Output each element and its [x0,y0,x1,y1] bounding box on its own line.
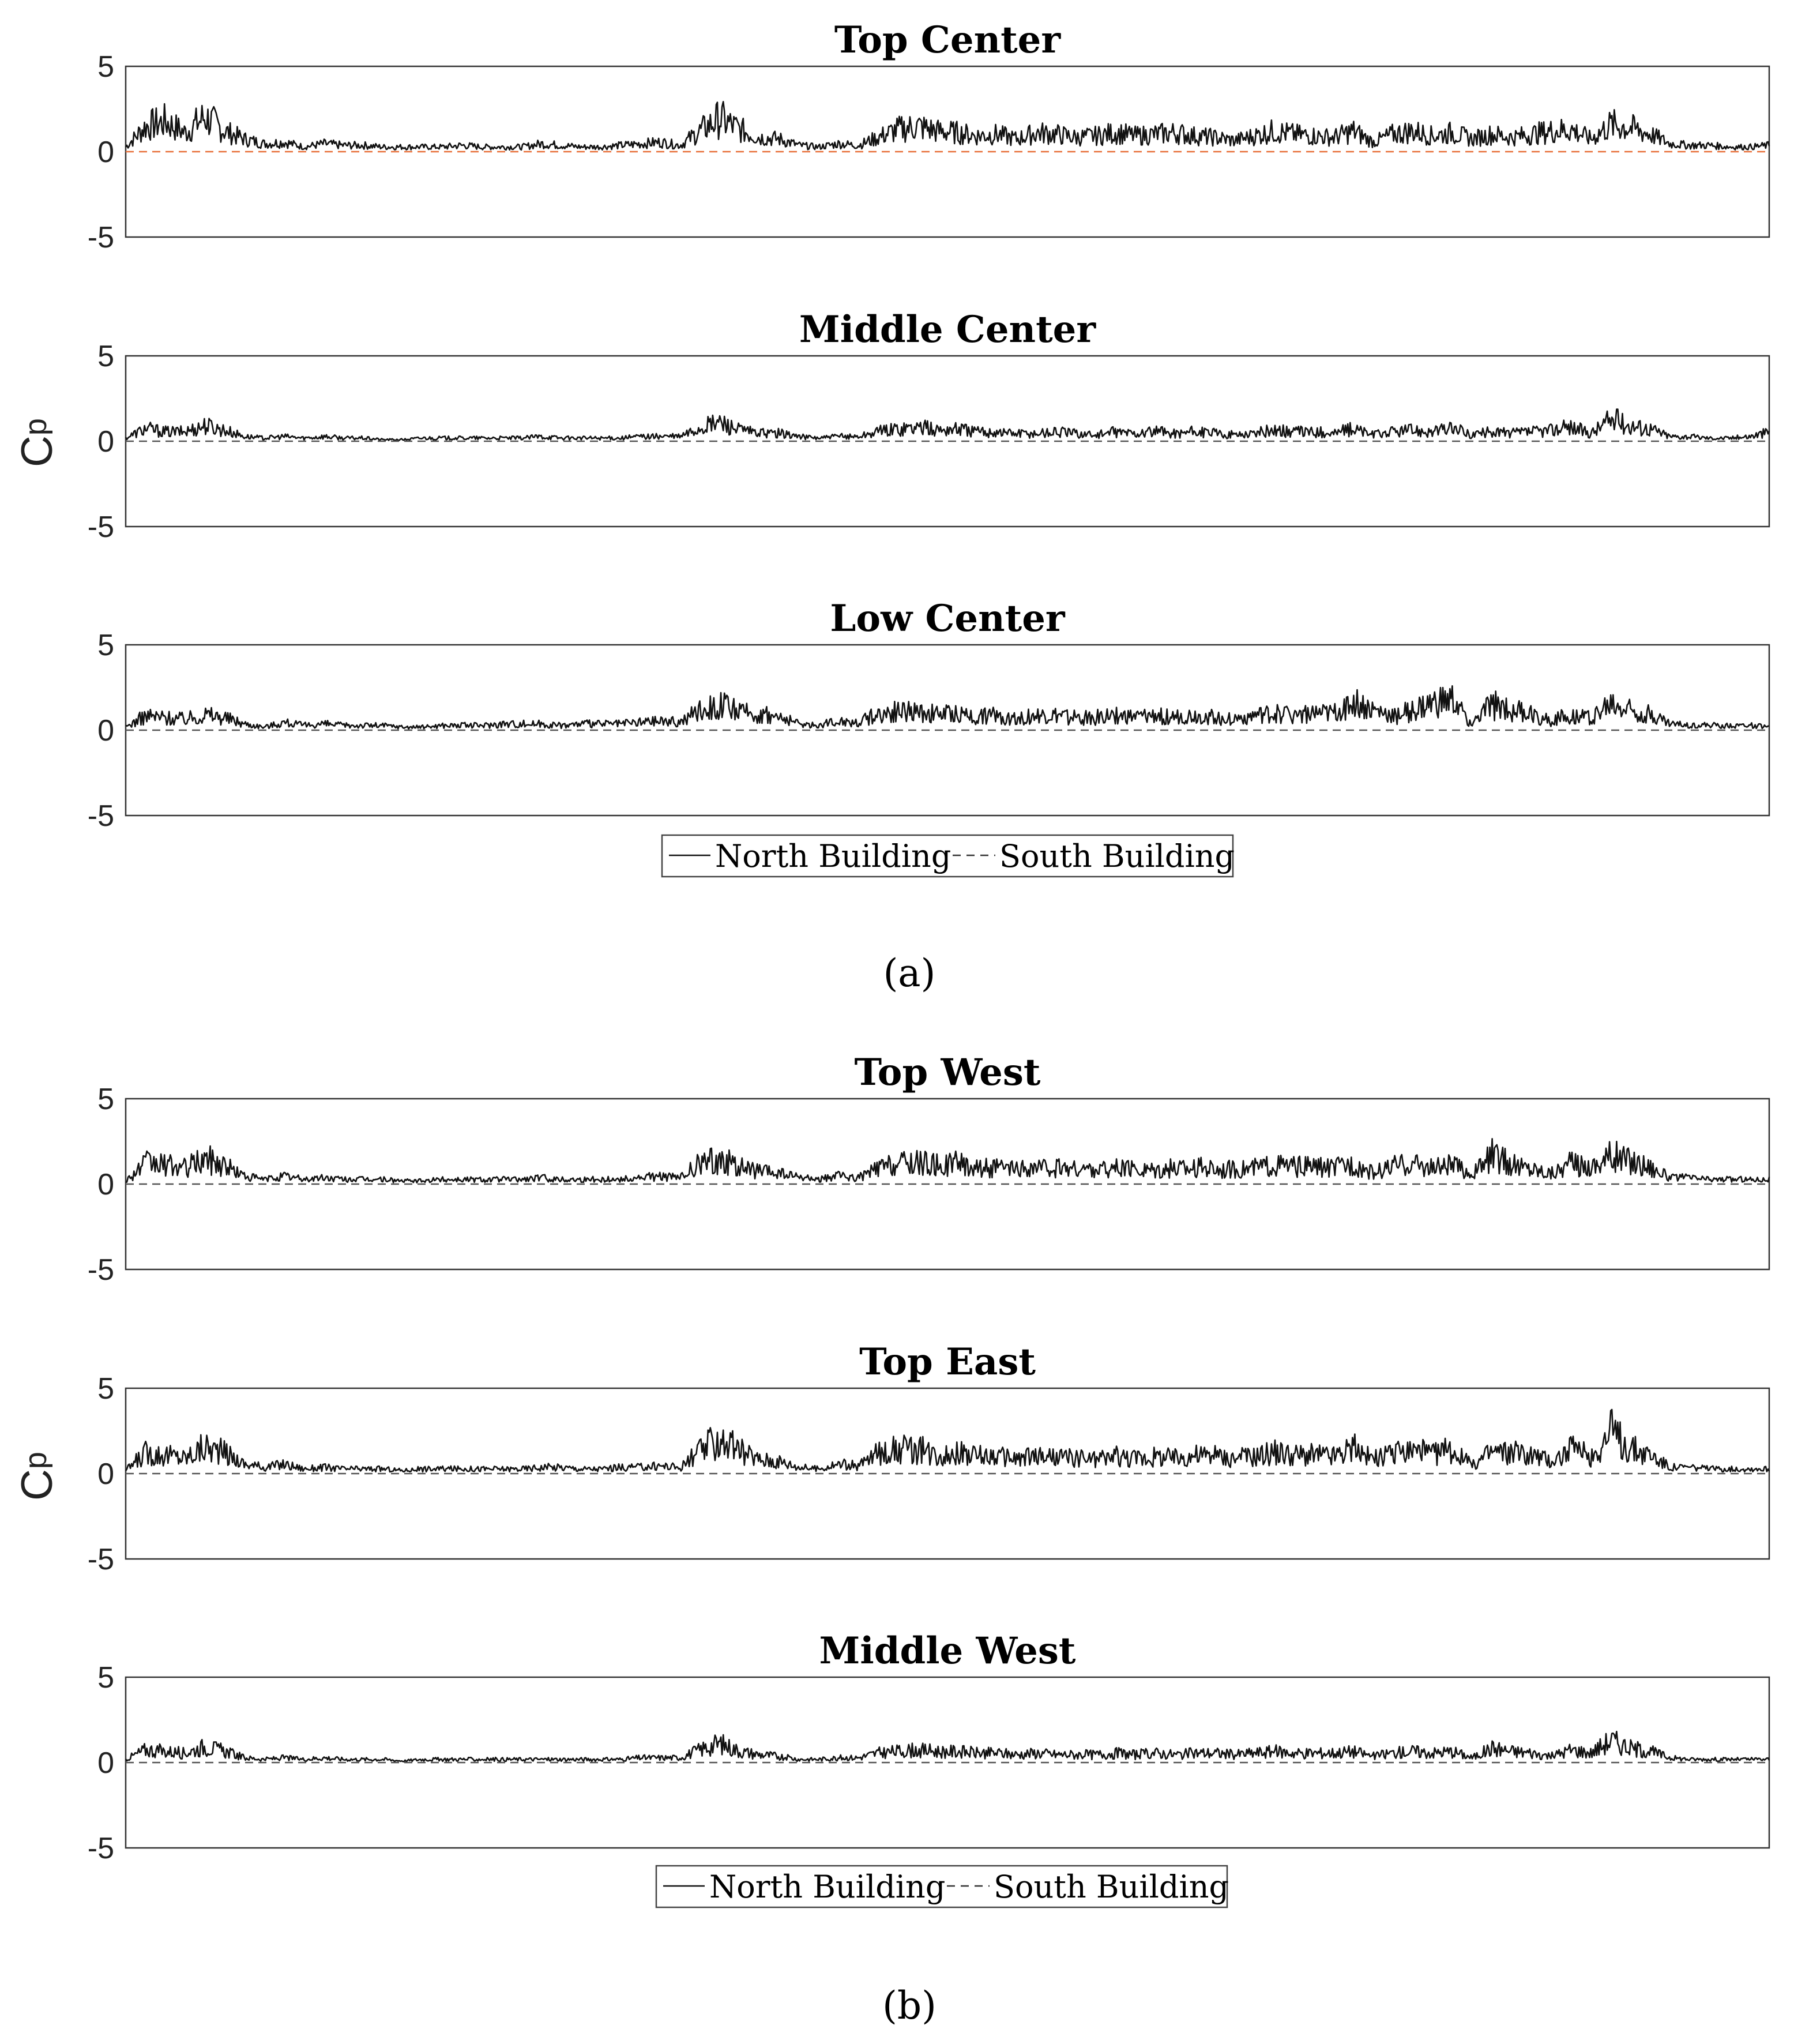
legend-south-label: South Building [999,838,1235,874]
y-tick-label: 0 [97,1746,114,1780]
subplot-title: Top East [859,1340,1036,1384]
y-tick-label: 5 [97,340,114,373]
caption-b: (b) [882,1983,937,2028]
y-tick-label: -5 [87,221,114,254]
ylabel-main: C [13,1469,62,1501]
legend-north-label: North Building [715,838,951,874]
subplot-top-west [88,1051,1769,1287]
subplot-middle-center [88,308,1769,544]
y-tick-label: -5 [87,510,114,544]
y-tick-label: 5 [97,1372,114,1406]
y-tick-label: -5 [87,1253,114,1287]
legend-south-label: South Building [994,1869,1229,1905]
y-tick-label: 0 [97,714,114,747]
ylabel-bottom-group [13,1452,62,1501]
legend-a [662,835,1235,877]
y-tick-label: 5 [97,629,114,662]
ylabel-top-group [13,418,62,467]
subplot-title: Low Center [830,597,1065,640]
y-tick-label: -5 [87,1832,114,1865]
subplot-title: Top Center [834,18,1061,62]
y-tick-label: 5 [97,1661,114,1694]
y-tick-label: -5 [87,1543,114,1576]
ylabel-subscript: p [18,418,53,436]
legend-b [656,1866,1229,1907]
ylabel-subscript: p [18,1452,53,1470]
y-tick-label: 0 [97,425,114,459]
subplot-title: Middle West [819,1629,1076,1673]
subplot-title: Middle Center [799,308,1096,351]
subplot-top-center [88,18,1769,254]
subplot-top-east [88,1340,1769,1576]
subplot-middle-west [88,1629,1769,1865]
ylabel-main: C [13,435,62,467]
legend-north-label: North Building [709,1869,946,1905]
subplot-title: Top West [854,1051,1041,1094]
y-tick-label: 0 [97,1168,114,1201]
caption-a: (a) [883,951,936,995]
y-tick-label: -5 [87,799,114,833]
subplot-low-center [88,597,1769,833]
y-tick-label: 5 [97,50,114,84]
y-tick-label: 0 [97,136,114,169]
y-tick-label: 0 [97,1457,114,1491]
plot-panels [88,18,1769,1865]
y-tick-label: 5 [97,1083,114,1116]
